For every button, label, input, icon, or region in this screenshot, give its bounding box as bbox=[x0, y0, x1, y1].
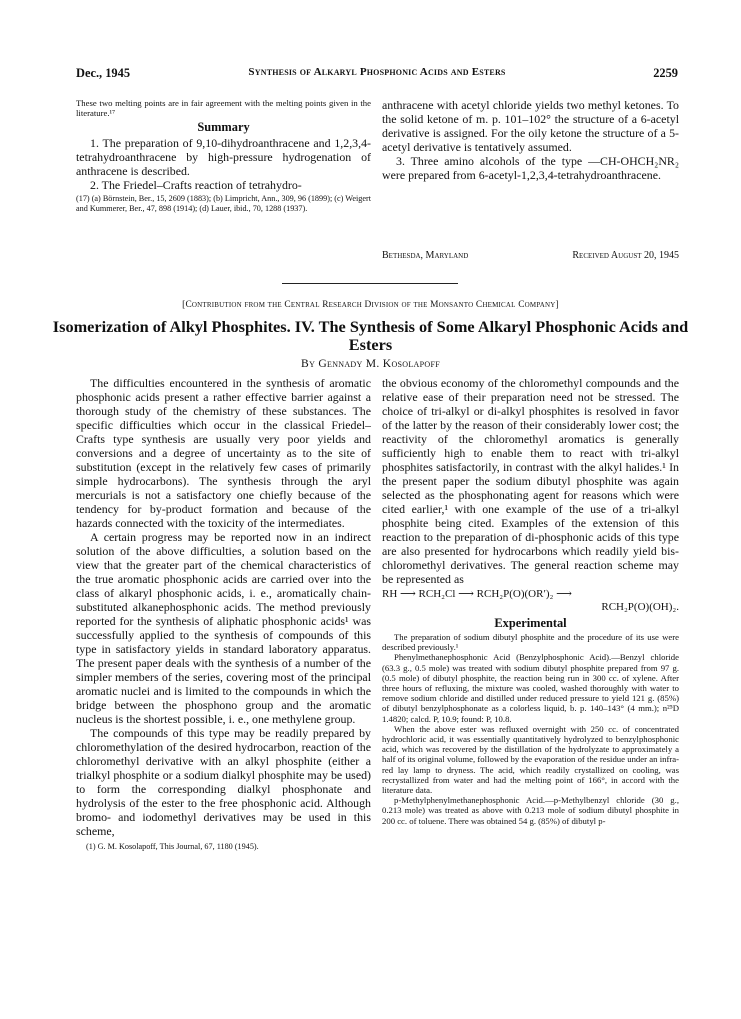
reaction-scheme bbox=[382, 588, 679, 614]
prev-intro-note: These two melting points are in fair agreement with the melting points given in the literature.¹⁷ bbox=[76, 98, 371, 119]
body-paragraph-2: A certain progress may be reported now in an indirect solution of the above difficulties, a solution based on the view that the greater part of the chemical characteristics of the true aromatic phosphonic acids are carried over into the class of alkaryl phosphonic acids, i. e., aromatically chain-substituted alkanephosphonic acids. The method previously reported for the synthesis of aliphatic phosphonic acids¹ was successfully applied to the synthesis of compounds of this type in satisfactory yields in standard laboratory apparatus. The present paper deals with the synthesis of a number of the simpler members of the series, covering most of the principal aromatic nuclei and is limited to the compounds in which the bridge between the phosphono group and the aromatic nucleus is the shortest possible, i. e., one methylene group. bbox=[76, 530, 371, 726]
article-left-column bbox=[76, 376, 371, 852]
experimental-heading: Experimental bbox=[494, 616, 567, 630]
scheme-line-1: RH ⟶ RCH₂Cl ⟶ RCH₂P(O)(OR′)₂ ⟶ bbox=[382, 588, 572, 600]
article-divider bbox=[282, 283, 458, 284]
summary-item-2: 2. The Friedel–Crafts reaction of tetrahydro- bbox=[90, 178, 302, 193]
summary-item-3: 3. Three amino alcohols of the type —CH-OHCH₂NR₂ were prepared from 6-acetyl-1,2,3,4-tetrahydroanthracene. bbox=[382, 154, 679, 182]
experimental-paragraph-2: Phenylmethanephosphonic Acid (Benzylphosphonic Acid).—Benzyl chloride (63.3 g., 0.5 mole) was treated with sodium dibutyl phosphite prepared from 97 g. (0.5 mole) of dibutyl phosphite, the reaction being run in 300 cc. of xylene. After three hours of refluxing, the mixture was cooled, washed thoroughly with water to remove sodium chloride and distilled under reduced pressure to yield 121 g. (85%) of dibutyl benzylphosphonate as a colorless liquid, b. p. 140–143° (4 mm.); n²⁵D 1.4820; calcd. P, 10.9; found: P, 10.8. bbox=[382, 652, 679, 724]
body-paragraph-4: the obvious economy of the chloromethyl compounds and the relative ease of their preparation need not be stressed. The choice of tri-alkyl or di-alkyl phosphites is resolved in favor of the latter by the reason of their considerably lower cost; the reactivity of the chloromethyl aromatics is generally sufficiently high to enable them to react with tri-alkyl phosphites satisfactorily, in contrast with the alkyl halides.¹ In the present paper the sodium dibutyl phosphite was again selected as the phosphonating agent for reasons which were cited earlier,¹ with one example of the use of a tri-alkyl phosphite being cited. Examples of the extension of this reaction to the preparation of di-phosphonic acids of this type are also presented for hydrocarbons which readily yield bis-chloromethyl derivatives. The general reaction scheme may be represented as bbox=[382, 376, 679, 586]
signature-received: Received August 20, 1945 bbox=[572, 250, 679, 261]
signature-place: Bethesda, Maryland bbox=[382, 250, 469, 261]
contribution-line: [Contribution from the Central Research Division of the Monsanto Chemical Company] bbox=[182, 300, 559, 310]
summary-item-2-continued: anthracene with acetyl chloride yields two methyl ketones. To the solid ketone of m. p. 101–102° the structure of a 6-acetyl derivative is assigned. For the oily ketone the structure of a 5-acetyl derivative is tentatively assumed. bbox=[382, 98, 679, 154]
article-title: Isomerization of Alkyl Phosphites. IV. The Synthesis of Some Alkaryl Phosphonic Acids and Esters bbox=[52, 317, 689, 354]
experimental-paragraph-4: p-Methylphenylmethanephosphonic Acid.—p-Methylbenzyl chloride (30 g., 0.213 mole) was treated as above with 0.213 mole of sodium dibutyl phosphite in 200 cc. of toluene. There was obtained 54 g. (85%) of dibutyl p- bbox=[382, 795, 679, 826]
signature-line bbox=[382, 250, 679, 261]
header-date: Dec., 1945 bbox=[76, 66, 131, 80]
body-paragraph-3: The compounds of this type may be readily prepared by chloromethylation of the desired hydrocarbon, reaction of the chloromethyl derivative with an alkyl phosphite (either a trialkyl phosphite or a sodium dialkyl phosphite may be used) to form the corresponding dialkyl phosphonate and hydrolysis of the ester to the free phosphonic acid. Although bromo- and iodomethyl derivatives may be used in this scheme, bbox=[76, 726, 371, 838]
footnote-17: (17) (a) Börnstein, Ber., 15, 2609 (1883); (b) Limpricht, Ann., 309, 96 (1899); (c) Weigert and Kummerer, Ber., 47, 898 (1914); (d) Lauer, ibid., 70, 1288 (1937). bbox=[76, 194, 371, 214]
header-page-number: 2259 bbox=[653, 66, 678, 80]
summary-item-1: 1. The preparation of 9,10-dihydroanthracene and 1,2,3,4-tetrahydroanthracene by high-pressure hydrogenation of anthracene is described. bbox=[76, 136, 371, 179]
summary-heading: Summary bbox=[197, 120, 250, 135]
header-title: Synthesis of Alkaryl Phosphonic Acids and Esters bbox=[248, 66, 506, 78]
article-author: By Gennady M. Kosolapoff bbox=[301, 357, 440, 370]
footnote-1: (1) G. M. Kosolapoff, This Journal, 67, 1180 (1945). bbox=[86, 842, 259, 851]
prev-article-left-column bbox=[76, 98, 371, 214]
body-paragraph-1: The difficulties encountered in the synthesis of aromatic phosphonic acids present a rather effective barrier against a thorough study of the chemistry of these substances. The specific difficulties which occur in the classical Friedel–Crafts type synthesis are usually very poor yields and conversions and a degree of uncertainty as to the site of substitution (except in the relatively few cases of primarily simple hydrocarbons). The synthesis through the aryl mercurials is not a satisfactory one chiefly because of the tendency for by-product formation and because of the hazards connected with the toxicity of the intermediates. bbox=[76, 376, 371, 530]
article-right-column bbox=[382, 376, 679, 826]
prev-article-right-column bbox=[382, 98, 679, 182]
experimental-paragraph-3: When the above ester was refluxed overnight with 250 cc. of concentrated hydrochloric acid, it was essentially quantitatively hydrolyzed to benzylphosphonic acid, which was recovered by the distillation of the hydrolyzate to approximately a half of its original volume, followed by the evaporation of the residue under an infra-red lay lamp to dryness. The acid, which readily crystallized on cooling, was recrystallized from water and had the melting point of 166°, in accord with the literature data. bbox=[382, 723, 679, 796]
scheme-line-2: RCH₂P(O)(OH)₂. bbox=[601, 601, 679, 613]
experimental-paragraph-1: The preparation of sodium dibutyl phosphite and the procedure of its use were described previously.¹ bbox=[382, 632, 679, 653]
